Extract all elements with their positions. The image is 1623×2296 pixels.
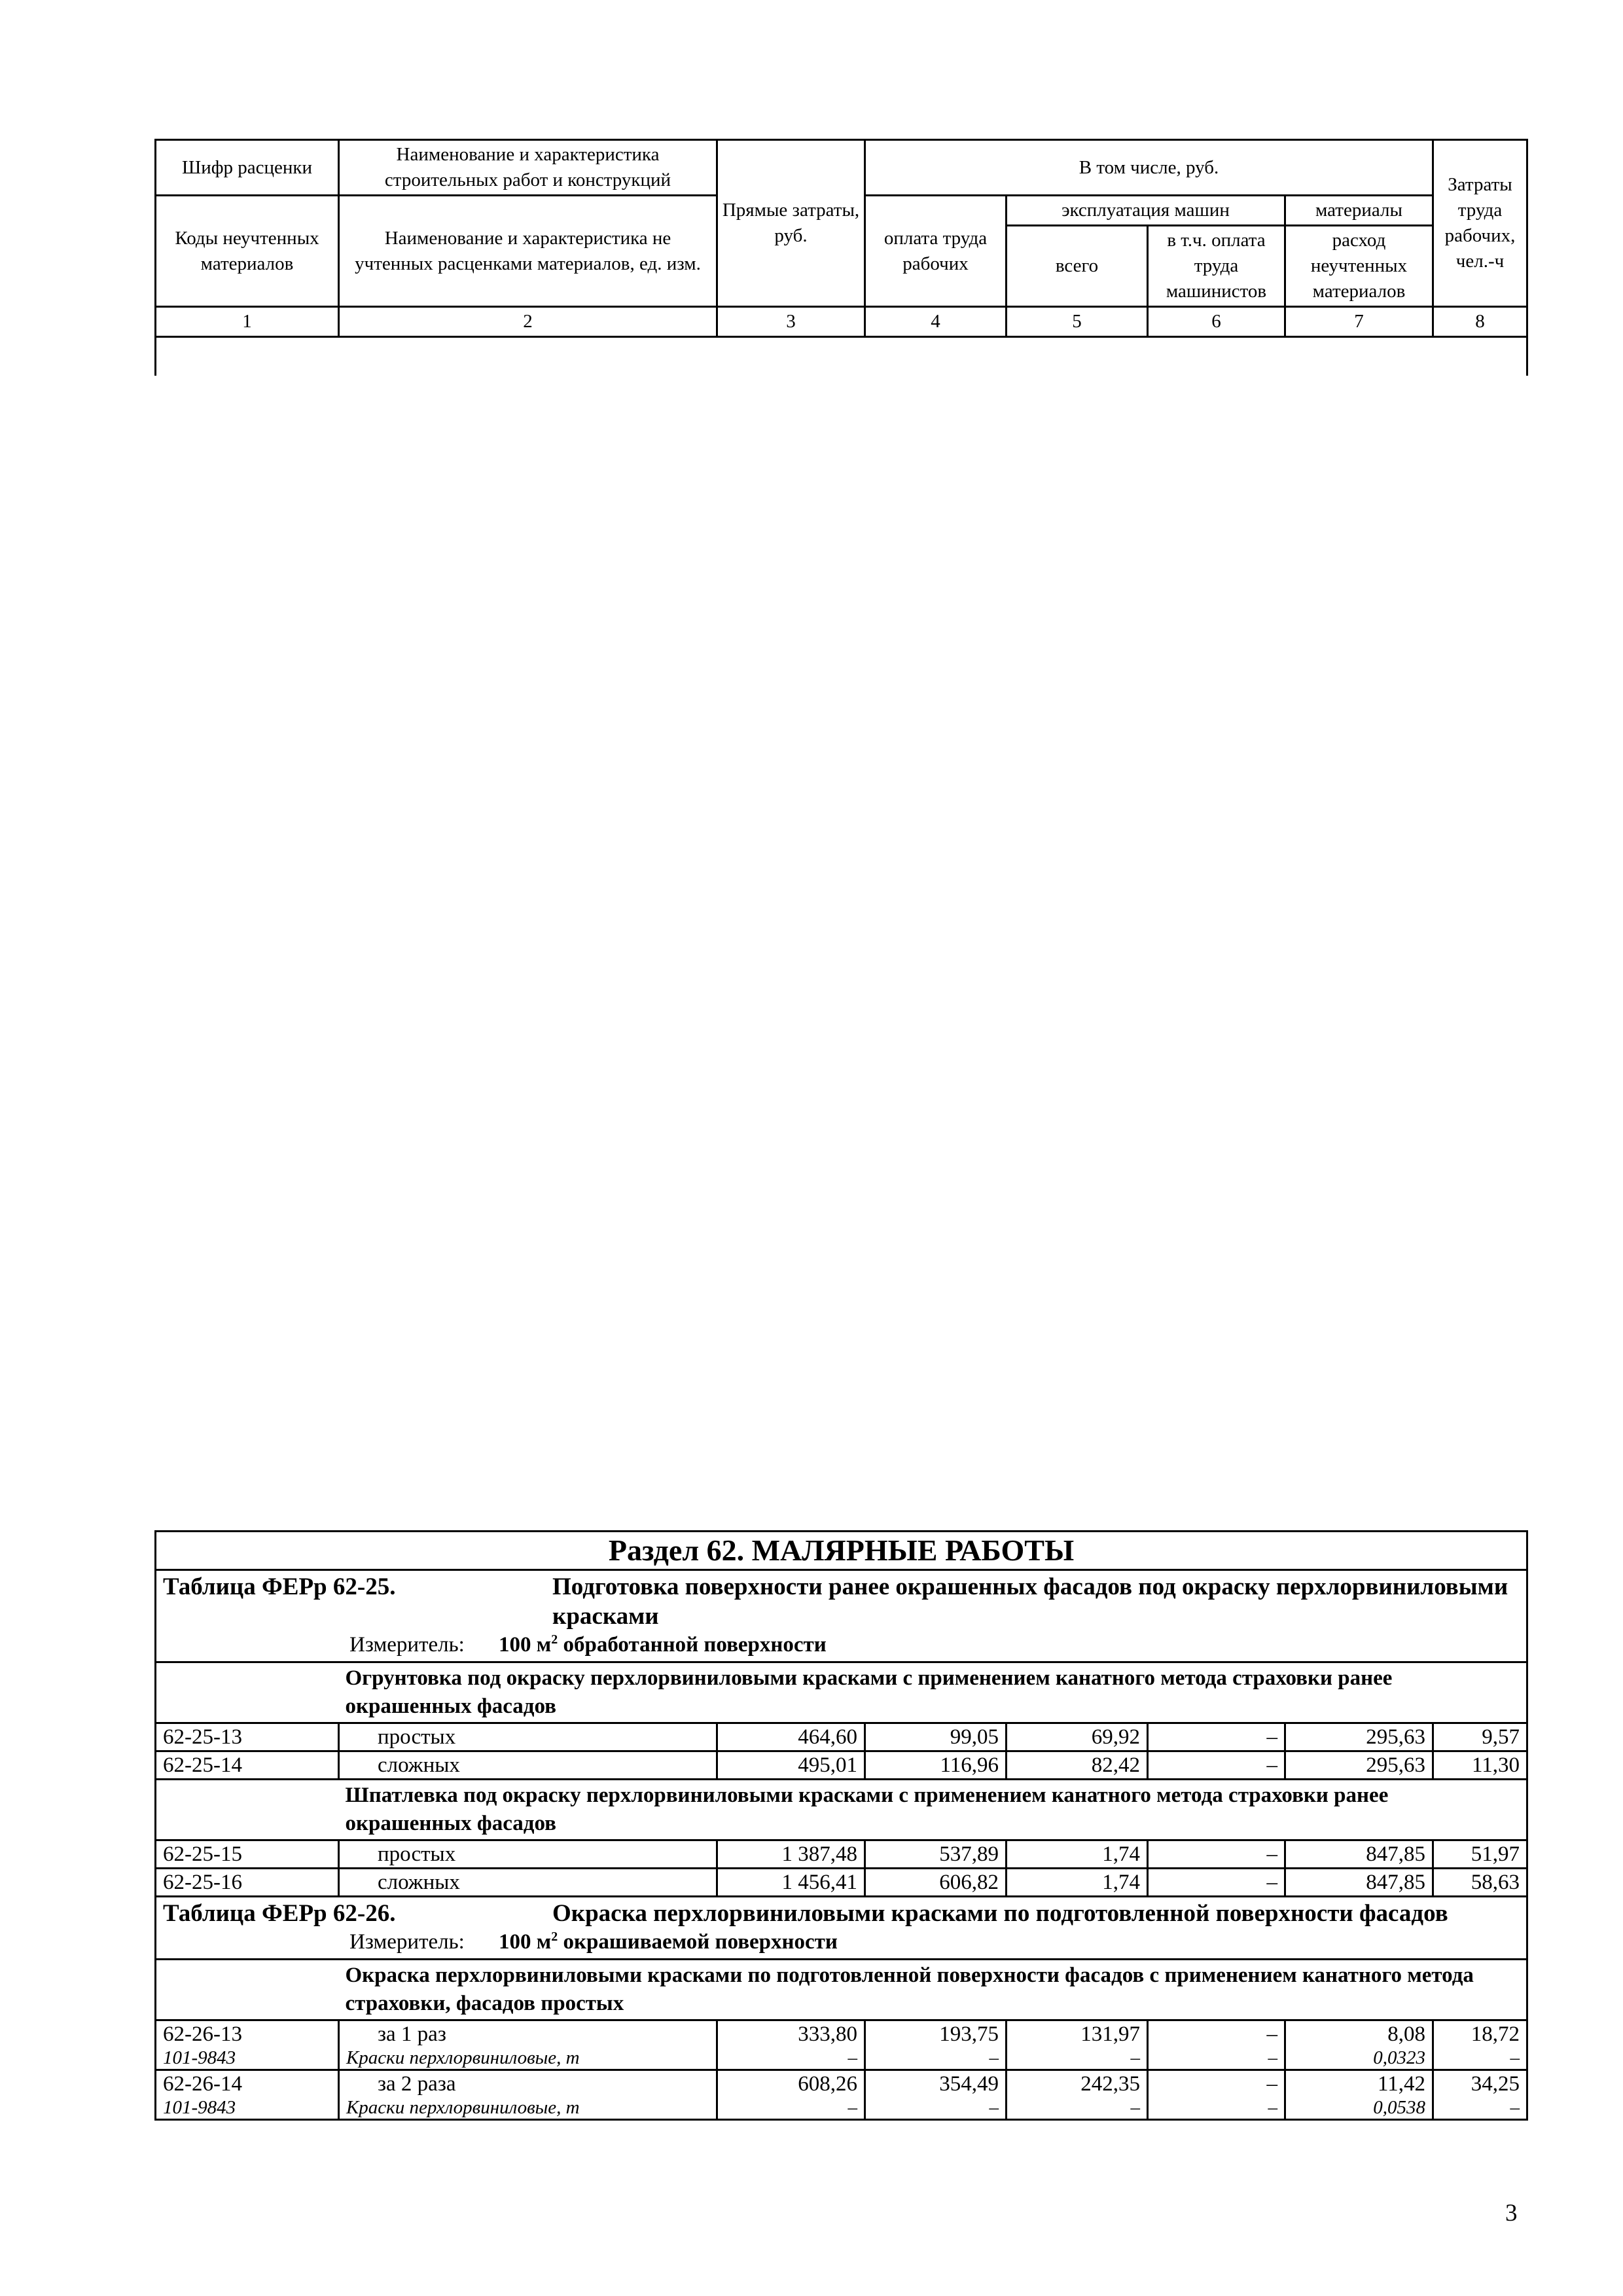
group-spacer <box>156 1662 339 1723</box>
measure-value: 100 $м^2$ обработанной поверхности <box>499 1632 827 1657</box>
worker-pay: 354,49 <box>865 2070 1007 2098</box>
labor-costs: 11,30 <box>1433 1751 1527 1780</box>
header-machines-total: всего <box>1007 226 1148 307</box>
group-heading: Окраска перхлорвиниловыми красками по подготовленной поверхности фасадов с применением канатного метода страховки, фасадов простых <box>339 1960 1527 2020</box>
material-row <box>156 2097 1527 2120</box>
header-labor-costs: Затраты труда рабочих, чел.-ч <box>1433 140 1527 307</box>
group-heading: Шпатлевка под окраску перхлорвиниловыми красками с применением канатного метода страховки ранее окрашенных фасадов <box>339 1780 1527 1840</box>
machines-total: 1,74 <box>1007 1869 1148 1897</box>
material-value: – <box>1433 2097 1527 2120</box>
materials: 11,42 <box>1285 2070 1433 2098</box>
column-header-table <box>154 139 1528 376</box>
machinist-pay: – <box>1148 1751 1285 1780</box>
worker-pay: 606,82 <box>865 1869 1007 1897</box>
rate-name: за 1 раз <box>339 2020 717 2048</box>
worker-pay: 537,89 <box>865 1840 1007 1869</box>
table-label: Таблица ФЕРр 62-25. <box>163 1573 396 1600</box>
rate-code: 62-25-15 <box>156 1840 339 1869</box>
group-heading: Огрунтовка под окраску перхлорвиниловыми красками с применением канатного метода страховки ранее окрашенных фасадов <box>339 1662 1527 1723</box>
measure <box>349 1631 1520 1659</box>
rate-name: за 2 раза <box>339 2070 717 2098</box>
header-including: В том числе, руб. <box>865 140 1433 196</box>
direct-costs: 495,01 <box>717 1751 865 1780</box>
table-row <box>156 1723 1527 1751</box>
materials: 8,08 <box>1285 2020 1433 2048</box>
labor-costs: 18,72 <box>1433 2020 1527 2048</box>
material-consumption: 0,0323 <box>1285 2047 1433 2070</box>
labor-costs: 58,63 <box>1433 1869 1527 1897</box>
column-number: 5 <box>1007 307 1148 337</box>
column-number: 1 <box>156 307 339 337</box>
table-row <box>156 1751 1527 1780</box>
measure <box>349 1928 1520 1956</box>
material-value: – <box>1433 2047 1527 2070</box>
rate-name: простых <box>339 1723 717 1751</box>
worker-pay: 99,05 <box>865 1723 1007 1751</box>
machinist-pay: – <box>1148 2020 1285 2048</box>
rate-code: 62-26-13 <box>156 2020 339 2048</box>
table-row <box>156 1869 1527 1897</box>
material-code: 101-9843 <box>156 2097 339 2120</box>
measure-label: Измеритель: <box>349 1633 465 1657</box>
labor-costs: 9,57 <box>1433 1723 1527 1751</box>
table-heading <box>156 1570 1527 1662</box>
materials: 847,85 <box>1285 1840 1433 1869</box>
labor-costs: 34,25 <box>1433 2070 1527 2098</box>
header-unaccounted-materials: расход неучтенных материалов <box>1285 226 1433 307</box>
materials: 847,85 <box>1285 1869 1433 1897</box>
machines-total: 69,92 <box>1007 1723 1148 1751</box>
column-number: 7 <box>1285 307 1433 337</box>
measure-label: Измеритель: <box>349 1930 465 1954</box>
materials: 295,63 <box>1285 1751 1433 1780</box>
direct-costs: 1 387,48 <box>717 1840 865 1869</box>
group-spacer <box>156 1960 339 2020</box>
header-name-top: Наименование и характеристика строительных работ и конструкций <box>339 140 717 196</box>
rate-code: 62-25-13 <box>156 1723 339 1751</box>
column-number: 3 <box>717 307 865 337</box>
machinist-pay: – <box>1148 1723 1285 1751</box>
rate-name: простых <box>339 1840 717 1869</box>
table-title: Подготовка поверхности ранее окрашенных фасадов под окраску перхлорвиниловыми красками <box>552 1573 1508 1630</box>
blank-continuation <box>156 337 1527 376</box>
column-number: 4 <box>865 307 1007 337</box>
machinist-pay: – <box>1148 1840 1285 1869</box>
material-code: 101-9843 <box>156 2047 339 2070</box>
direct-costs: 464,60 <box>717 1723 865 1751</box>
measure-value: 100 $м^2$ окрашиваемой поверхности <box>499 1929 838 1954</box>
material-value: – <box>865 2097 1007 2120</box>
worker-pay: 116,96 <box>865 1751 1007 1780</box>
direct-costs: 608,26 <box>717 2070 865 2098</box>
column-number: 6 <box>1148 307 1285 337</box>
table-row <box>156 2020 1527 2048</box>
header-name-bottom: Наименование и характеристика не учтенных расценками материалов, ед. изм. <box>339 196 717 307</box>
header-worker-pay: оплата труда рабочих <box>865 196 1007 307</box>
machines-total: 1,74 <box>1007 1840 1148 1869</box>
rate-code: 62-26-14 <box>156 2070 339 2098</box>
labor-costs: 51,97 <box>1433 1840 1527 1869</box>
machinist-pay: – <box>1148 2070 1285 2098</box>
direct-costs: 1 456,41 <box>717 1869 865 1897</box>
materials: 295,63 <box>1285 1723 1433 1751</box>
page-number: 3 <box>1505 2200 1518 2227</box>
material-value: – <box>717 2097 865 2120</box>
section-title: Раздел 62. МАЛЯРНЫЕ РАБОТЫ <box>156 1532 1527 1570</box>
rates-table <box>154 1530 1528 2121</box>
table-row <box>156 2070 1527 2098</box>
header-code-top: Шифр расценки <box>156 140 339 196</box>
header-machinist-pay: в т.ч. оплата труда машинистов <box>1148 226 1285 307</box>
machines-total: 131,97 <box>1007 2020 1148 2048</box>
rate-name: сложных <box>339 1869 717 1897</box>
machines-total: 242,35 <box>1007 2070 1148 2098</box>
rate-name: сложных <box>339 1751 717 1780</box>
material-value: – <box>717 2047 865 2070</box>
machines-total: 82,42 <box>1007 1751 1148 1780</box>
header-machines: эксплуатация машин <box>1007 196 1285 226</box>
table-row <box>156 1840 1527 1869</box>
material-value: – <box>1007 2047 1148 2070</box>
material-row <box>156 2047 1527 2070</box>
material-name: Краски перхлорвиниловые, т <box>339 2097 717 2120</box>
material-value: – <box>1007 2097 1148 2120</box>
rate-code: 62-25-14 <box>156 1751 339 1780</box>
material-name: Краски перхлорвиниловые, т <box>339 2047 717 2070</box>
column-number: 2 <box>339 307 717 337</box>
table-label: Таблица ФЕРр 62-26. <box>163 1900 396 1927</box>
material-value: – <box>1148 2097 1285 2120</box>
worker-pay: 193,75 <box>865 2020 1007 2048</box>
rate-code: 62-25-16 <box>156 1869 339 1897</box>
header-code-bottom: Коды неучтенных материалов <box>156 196 339 307</box>
table-title: Окраска перхлорвиниловыми красками по подготовленной поверхности фасадов <box>552 1900 1448 1927</box>
machinist-pay: – <box>1148 1869 1285 1897</box>
table-heading <box>156 1897 1527 1960</box>
column-number: 8 <box>1433 307 1527 337</box>
material-value: – <box>865 2047 1007 2070</box>
material-consumption: 0,0538 <box>1285 2097 1433 2120</box>
direct-costs: 333,80 <box>717 2020 865 2048</box>
group-spacer <box>156 1780 339 1840</box>
material-value: – <box>1148 2047 1285 2070</box>
header-direct-costs: Прямые затраты, руб. <box>717 140 865 307</box>
header-materials: материалы <box>1285 196 1433 226</box>
